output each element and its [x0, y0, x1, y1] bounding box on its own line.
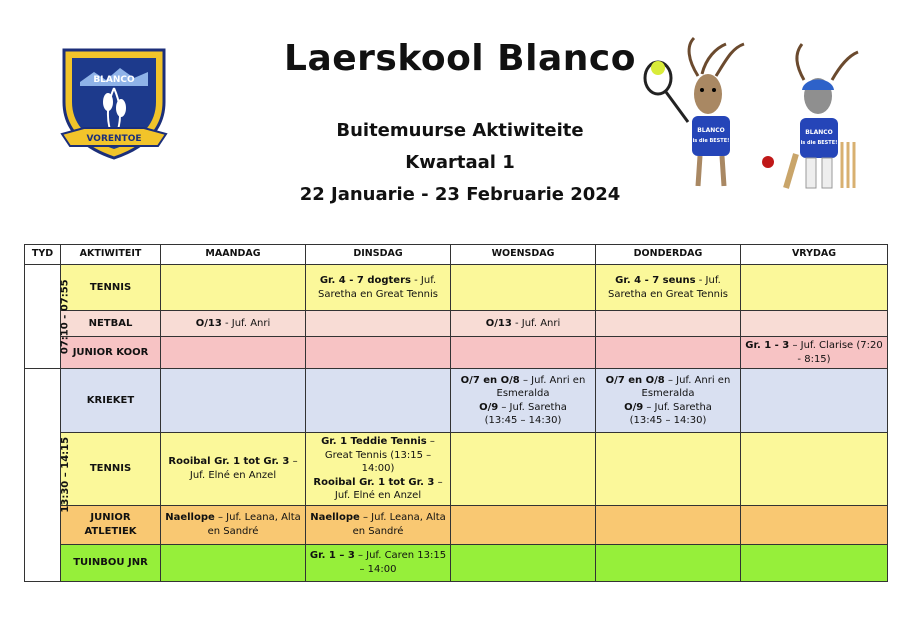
mascot2-shirt-subtext: is die BESTE!: [800, 140, 838, 146]
activity-label: TUINBOU JNR: [61, 544, 161, 581]
table-cell: [451, 433, 596, 506]
table-cell: [451, 337, 596, 369]
table-cell: [741, 265, 888, 311]
table-cell: Gr. 1 – 3 – Juf. Caren 13:15 – 14:00: [306, 544, 451, 581]
crest-motto: VORENTOE: [86, 134, 142, 144]
col-header-woensdag: WOENSDAG: [451, 245, 596, 265]
time-cell-afternoon: [25, 369, 72, 582]
kudu-mascots-illustration: [636, 36, 868, 196]
activity-label: KRIEKET: [61, 369, 161, 433]
table-cell: Naellope – Juf. Leana, Alta en Sandré: [161, 505, 306, 544]
col-header-maandag: MAANDAG: [161, 245, 306, 265]
mascot1-shirt-text: BLANCO: [697, 127, 725, 134]
term-label: Kwartaal 1: [405, 152, 515, 173]
table-row: [25, 337, 888, 369]
table-cell: [451, 544, 596, 581]
table-cell: [596, 433, 741, 506]
col-header-dinsdag: DINSDAG: [306, 245, 451, 265]
table-cell: [741, 433, 888, 506]
table-cell: [306, 369, 451, 433]
col-header-vrydag: VRYDAG: [741, 245, 888, 265]
table-cell: Rooibal Gr. 1 tot Gr. 3 – Juf. Elné en Anzel: [161, 433, 306, 506]
table-cell: Naellope – Juf. Leana, Alta en Sandré: [306, 505, 451, 544]
table-cell: [161, 544, 306, 581]
table-cell: [741, 311, 888, 337]
table-cell: [161, 265, 306, 311]
col-header-donderdag: DONDERDAG: [596, 245, 741, 265]
table-cell: O/13 - Juf. Anri: [161, 311, 306, 337]
activity-label: JUNIOR ATLETIEK: [61, 505, 161, 544]
table-cell: [596, 544, 741, 581]
table-cell: Gr. 4 - 7 seuns - Juf. Saretha en Great Tennis: [596, 265, 741, 311]
kudu-cricket-mascot: [762, 44, 858, 188]
table-cell: [161, 337, 306, 369]
table-cell: O/7 en O/8 – Juf. Anri en Esmeralda O/9 – Juf. Saretha (13:45 – 14:30): [451, 369, 596, 433]
table-cell: [596, 337, 741, 369]
table-row: [25, 433, 888, 506]
table-cell: [161, 369, 306, 433]
mascot1-shirt-subtext: is die BESTE!: [692, 138, 730, 144]
table-row: [25, 311, 888, 337]
table-cell: [306, 337, 451, 369]
subtitle: Buitemuurse Aktiwiteite: [336, 120, 584, 141]
activity-label: NETBAL: [61, 311, 161, 337]
table-row: [25, 544, 888, 581]
table-row: [25, 265, 888, 311]
table-cell: [596, 505, 741, 544]
activity-label: JUNIOR KOOR: [61, 337, 161, 369]
table-cell: [451, 505, 596, 544]
activities-schedule-table: [24, 244, 888, 582]
table-cell: [306, 311, 451, 337]
activity-label: TENNIS: [61, 265, 161, 311]
table-cell: O/13 - Juf. Anri: [451, 311, 596, 337]
table-cell: [741, 369, 888, 433]
table-header-row: [25, 245, 888, 265]
table-cell: O/7 en O/8 – Juf. Anri en Esmeralda O/9 – Juf. Saretha (13:45 – 14:30): [596, 369, 741, 433]
time-morning: 07:10 - 07:55: [59, 279, 71, 354]
crest-top-text: BLANCO: [93, 75, 135, 85]
school-crest-logo: [58, 42, 170, 160]
time-afternoon: 13:30 – 14:15: [60, 436, 72, 513]
table-row: [25, 369, 888, 433]
table-cell: [596, 311, 741, 337]
activity-label: TENNIS: [61, 433, 161, 506]
page-title: Laerskool Blanco: [284, 38, 636, 79]
col-header-aktiwiteit: AKTIWITEIT: [61, 245, 161, 265]
table-row: [25, 505, 888, 544]
date-range: 22 Januarie - 23 Februarie 2024: [299, 184, 621, 205]
table-cell: [741, 505, 888, 544]
col-header-tyd: TYD: [25, 245, 61, 265]
table-cell: Gr. 1 Teddie Tennis – Great Tennis (13:15 – 14:00) Rooibal Gr. 1 tot Gr. 3 – Juf. Elné en Anzel: [306, 433, 451, 506]
time-cell-morning: [25, 265, 71, 369]
mascot2-shirt-text: BLANCO: [805, 129, 833, 136]
table-cell: Gr. 1 - 3 – Juf. Clarise (7:20 - 8:15): [741, 337, 888, 369]
table-cell: Gr. 4 - 7 dogters - Juf. Saretha en Great Tennis: [306, 265, 451, 311]
kudu-tennis-mascot: [645, 38, 744, 186]
table-cell: [741, 544, 888, 581]
table-cell: [451, 265, 596, 311]
